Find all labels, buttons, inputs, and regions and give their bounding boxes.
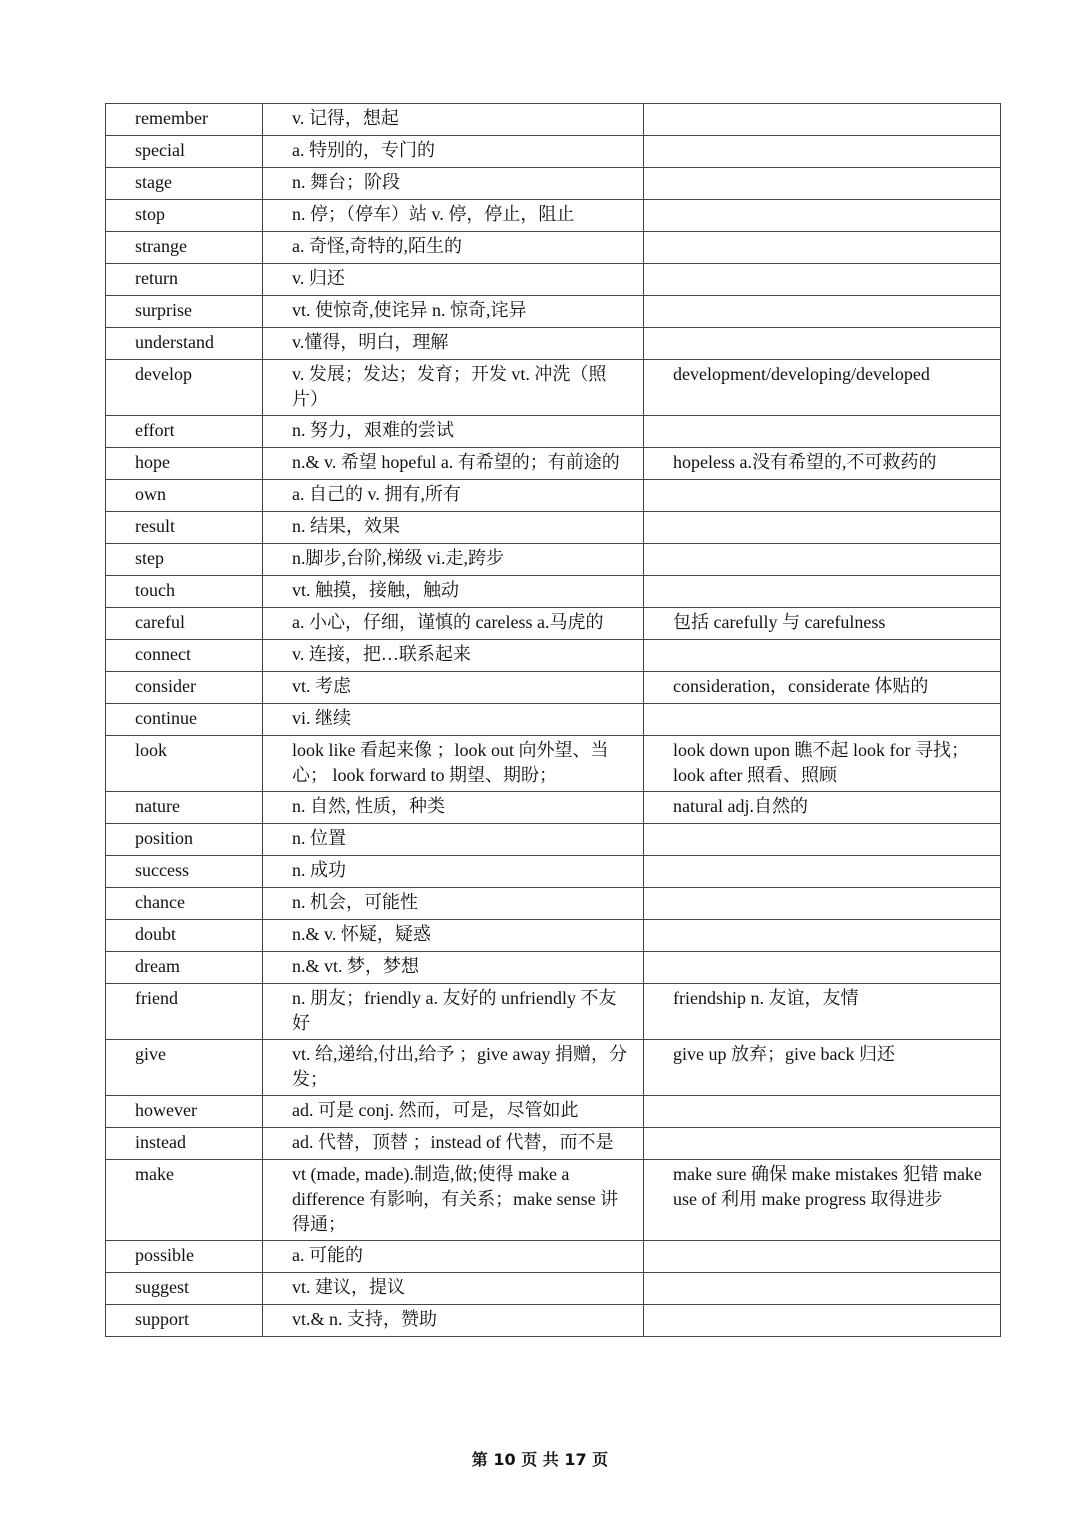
notes-cell	[644, 296, 1001, 328]
table-row	[106, 856, 1001, 888]
notes-cell	[644, 104, 1001, 136]
table-row	[106, 1096, 1001, 1128]
meaning-cell: vi. 继续	[263, 704, 644, 736]
table-row	[106, 1241, 1001, 1273]
table-row	[106, 952, 1001, 984]
meaning-cell: vt. 触摸，接触，触动	[263, 576, 644, 608]
word-cell: effort	[106, 416, 263, 448]
word-cell: continue	[106, 704, 263, 736]
notes-cell: friendship n. 友谊，友情	[644, 984, 1001, 1040]
table-row	[106, 984, 1001, 1040]
meaning-cell: n. 停；（停车）站 v. 停，停止，阻止	[263, 200, 644, 232]
meaning-cell: v. 记得，想起	[263, 104, 644, 136]
meaning-cell: a. 特别的，专门的	[263, 136, 644, 168]
meaning-cell: vt. 给,递给,付出,给予 ；give away 捐赠，分发；	[263, 1040, 644, 1096]
meaning-cell: look like 看起来像 ；look out 向外望、当心； look forward to 期望、期盼；	[263, 736, 644, 792]
notes-cell	[644, 1128, 1001, 1160]
table-row	[106, 200, 1001, 232]
meaning-cell: n.& v. 怀疑，疑惑	[263, 920, 644, 952]
meaning-cell: vt. 使惊奇,使诧异 n. 惊奇,诧异	[263, 296, 644, 328]
note-line: look after 照看、照顾	[673, 765, 837, 785]
notes-cell: hopeless a.没有希望的,不可救药的	[644, 448, 1001, 480]
page-footer: 第 10 页 共 17 页	[471, 1450, 609, 1469]
notes-cell: give up 放弃；give back 归还	[644, 1040, 1001, 1096]
table-row	[106, 512, 1001, 544]
word-cell: consider	[106, 672, 263, 704]
word-cell: support	[106, 1305, 263, 1337]
table-row	[106, 792, 1001, 824]
word-cell: result	[106, 512, 263, 544]
table-row	[106, 328, 1001, 360]
notes-cell	[644, 416, 1001, 448]
notes-cell: natural adj.自然的	[644, 792, 1001, 824]
meaning-cell: a. 自己的 v. 拥有,所有	[263, 480, 644, 512]
table-row	[106, 888, 1001, 920]
notes-cell	[644, 480, 1001, 512]
word-cell: chance	[106, 888, 263, 920]
notes-cell	[644, 1305, 1001, 1337]
table-row	[106, 448, 1001, 480]
table-row	[106, 264, 1001, 296]
meaning-cell: n. 努力，艰难的尝试	[263, 416, 644, 448]
table-row	[106, 704, 1001, 736]
meaning-cell: n. 朋友；friendly a. 友好的 unfriendly 不友好	[263, 984, 644, 1040]
table-row	[106, 824, 1001, 856]
word-cell: suggest	[106, 1273, 263, 1305]
word-cell: look	[106, 736, 263, 792]
vocabulary-table	[105, 103, 1001, 1337]
word-cell: make	[106, 1160, 263, 1241]
notes-cell: 包括 carefully 与 carefulness	[644, 608, 1001, 640]
notes-cell	[644, 512, 1001, 544]
word-cell: friend	[106, 984, 263, 1040]
notes-cell	[644, 328, 1001, 360]
table-row	[106, 920, 1001, 952]
notes-cell	[644, 232, 1001, 264]
notes-cell	[644, 544, 1001, 576]
table-row	[106, 168, 1001, 200]
word-cell: stop	[106, 200, 263, 232]
table-row	[106, 608, 1001, 640]
word-cell: connect	[106, 640, 263, 672]
table-row	[106, 1128, 1001, 1160]
word-cell: careful	[106, 608, 263, 640]
table-row	[106, 296, 1001, 328]
table-row	[106, 672, 1001, 704]
word-cell: develop	[106, 360, 263, 416]
word-cell: understand	[106, 328, 263, 360]
meaning-cell: vt. 建议，提议	[263, 1273, 644, 1305]
meaning-cell: v. 发展；发达；发育；开发 vt. 冲洗（照片）	[263, 360, 644, 416]
word-cell: step	[106, 544, 263, 576]
meaning-cell: vt (made, made).制造,做;使得 make a difference 有影响，有关系；make sense 讲得通；	[263, 1160, 644, 1241]
table-row	[106, 1160, 1001, 1241]
meaning-cell: n. 舞台；阶段	[263, 168, 644, 200]
meaning-cell: ad. 可是 conj. 然而，可是，尽管如此	[263, 1096, 644, 1128]
table-row	[106, 1305, 1001, 1337]
notes-cell	[644, 1273, 1001, 1305]
meaning-cell: v.懂得，明白，理解	[263, 328, 644, 360]
notes-cell: make sure 确保 make mistakes 犯错 make use of 利用 make progress 取得进步	[644, 1160, 1001, 1241]
word-cell: success	[106, 856, 263, 888]
table-row	[106, 736, 1001, 792]
notes-cell	[644, 168, 1001, 200]
word-cell: surprise	[106, 296, 263, 328]
notes-cell	[644, 1241, 1001, 1273]
notes-cell	[644, 952, 1001, 984]
meaning-cell: n.& vt. 梦，梦想	[263, 952, 644, 984]
notes-cell	[644, 736, 1001, 792]
table-row	[106, 1040, 1001, 1096]
table-row	[106, 416, 1001, 448]
notes-cell	[644, 136, 1001, 168]
notes-cell	[644, 704, 1001, 736]
word-cell: stage	[106, 168, 263, 200]
table-row	[106, 480, 1001, 512]
word-cell: touch	[106, 576, 263, 608]
notes-cell	[644, 1096, 1001, 1128]
meaning-cell: n. 机会，可能性	[263, 888, 644, 920]
notes-cell	[644, 576, 1001, 608]
word-cell: position	[106, 824, 263, 856]
notes-cell	[644, 824, 1001, 856]
word-cell: give	[106, 1040, 263, 1096]
table-row	[106, 576, 1001, 608]
notes-cell	[644, 920, 1001, 952]
word-cell: however	[106, 1096, 263, 1128]
word-cell: own	[106, 480, 263, 512]
notes-cell: development/developing/developed	[644, 360, 1001, 416]
meaning-cell: n.& v. 希望 hopeful a. 有希望的；有前途的	[263, 448, 644, 480]
word-cell: possible	[106, 1241, 263, 1273]
meaning-cell: a. 可能的	[263, 1241, 644, 1273]
word-cell: remember	[106, 104, 263, 136]
notes-cell	[644, 264, 1001, 296]
word-cell: return	[106, 264, 263, 296]
table-row	[106, 104, 1001, 136]
meaning-cell: vt. 考虑	[263, 672, 644, 704]
table-row	[106, 232, 1001, 264]
meaning-cell: ad. 代替，顶替 ；instead of 代替，而不是	[263, 1128, 644, 1160]
notes-cell	[644, 856, 1001, 888]
meaning-cell: n. 成功	[263, 856, 644, 888]
table-row	[106, 1273, 1001, 1305]
table-row	[106, 640, 1001, 672]
table-row	[106, 360, 1001, 416]
table-row	[106, 544, 1001, 576]
meaning-cell: n.脚步,台阶,梯级 vi.走,跨步	[263, 544, 644, 576]
notes-cell: consideration，considerate 体贴的	[644, 672, 1001, 704]
word-cell: special	[106, 136, 263, 168]
word-cell: strange	[106, 232, 263, 264]
word-cell: hope	[106, 448, 263, 480]
notes-cell	[644, 888, 1001, 920]
word-cell: instead	[106, 1128, 263, 1160]
notes-cell	[644, 200, 1001, 232]
meaning-cell: v. 连接，把…联系起来	[263, 640, 644, 672]
table-row	[106, 136, 1001, 168]
word-cell: dream	[106, 952, 263, 984]
meaning-cell: v. 归还	[263, 264, 644, 296]
meaning-cell: n. 位置	[263, 824, 644, 856]
meaning-cell: n. 结果，效果	[263, 512, 644, 544]
word-cell: doubt	[106, 920, 263, 952]
meaning-cell: a. 小心，仔细，谨慎的 careless a.马虎的	[263, 608, 644, 640]
meaning-cell: vt.& n. 支持，赞助	[263, 1305, 644, 1337]
note-line: look down upon 瞧不起 look for 寻找；	[673, 740, 969, 760]
notes-cell	[644, 640, 1001, 672]
word-cell: nature	[106, 792, 263, 824]
meaning-cell: a. 奇怪,奇特的,陌生的	[263, 232, 644, 264]
meaning-cell: n. 自然, 性质，种类	[263, 792, 644, 824]
